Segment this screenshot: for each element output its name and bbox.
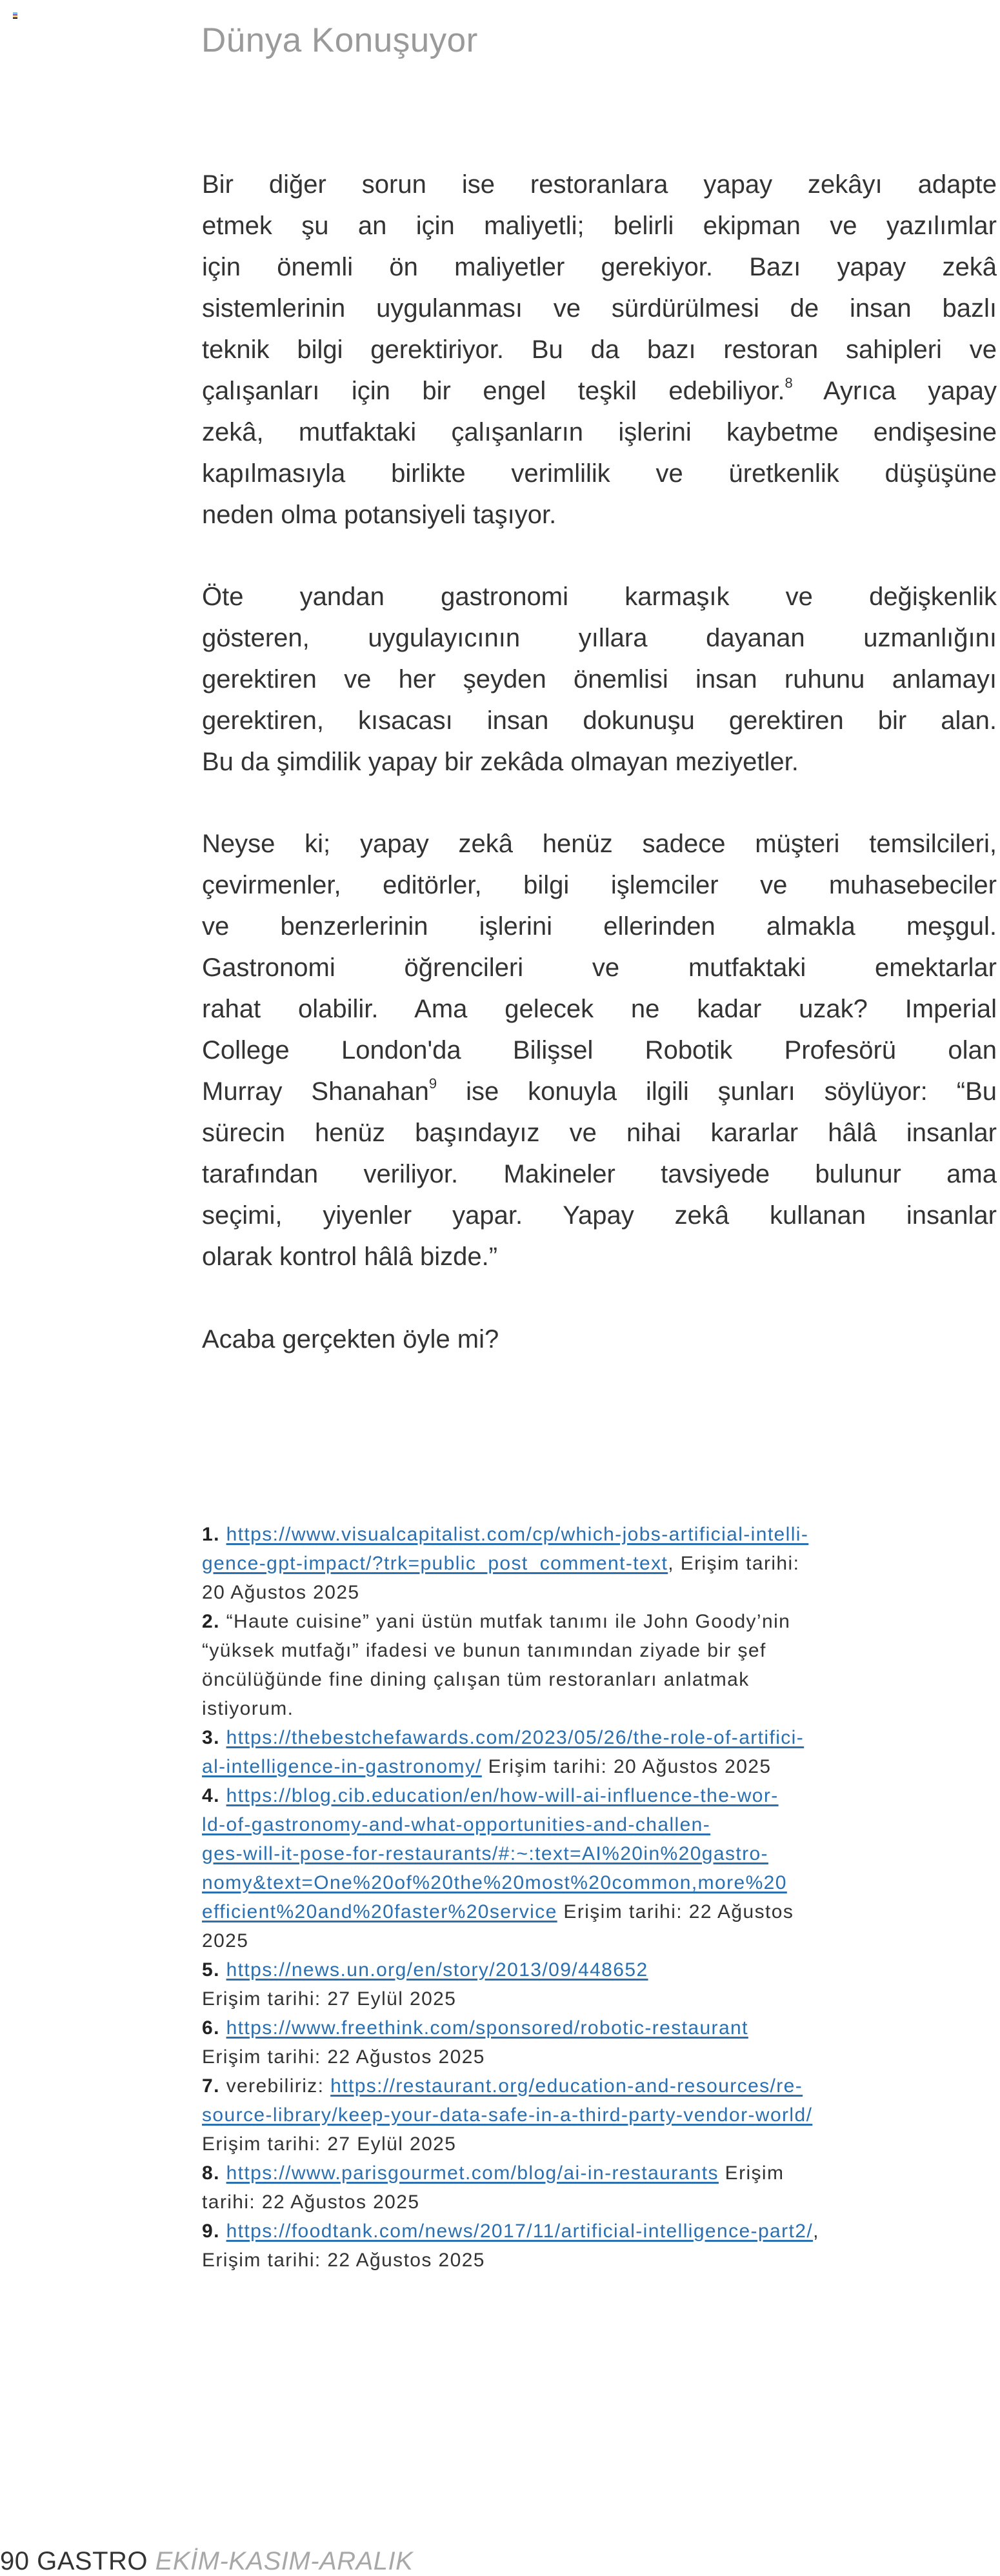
footnote-link[interactable]: ld-of-gastronomy-and-what-opportunities-and-challen-	[202, 1814, 711, 1835]
footnote-link[interactable]: gence-gpt-impact/?trk=public_post_comment-text	[202, 1553, 668, 1574]
footnote-text: Erişim tarihi: 22 Ağustos	[557, 1901, 794, 1922]
text-segment: çalışanları için bir engel teşkil edebiliyor.	[202, 377, 785, 405]
footnote-line	[202, 2188, 997, 2217]
footnote-text: Erişim tarihi: 20 Ağustos 2025	[481, 1756, 772, 1777]
text-line: neden olma potansiyeli taşıyor.	[202, 501, 557, 529]
text-line: Öte yandan gastronomi karmaşık ve değişkenlik	[202, 583, 997, 611]
footnote-line	[202, 1607, 997, 1636]
footnote-number: 5.	[202, 1959, 220, 1981]
text-line: gerektiren, kısacası insan dokunuşu gerektiren bir alan.	[202, 706, 997, 735]
footnote-line	[202, 1694, 997, 1723]
footnote-text	[220, 1727, 226, 1748]
footnote-line	[202, 2072, 997, 2101]
footnote-number: 1.	[202, 1524, 220, 1545]
text-line: College London'da Bilişsel Robotik Profesörü olan	[202, 1036, 997, 1064]
footnote-text: , Erişim tarihi:	[668, 1553, 800, 1574]
text-line: sürecin henüz başındayız ve nihai kararlar hâlâ insanlar	[202, 1119, 997, 1147]
footnote-link[interactable]: efficient%20and%20faster%20service	[202, 1901, 557, 1922]
footnote-link[interactable]: https://restaurant.org/education-and-resources/re-	[330, 2075, 803, 2097]
text-line: olarak kontrol hâlâ bizde.”	[202, 1243, 498, 1271]
paragraph-2	[202, 576, 997, 783]
footnote-link[interactable]: https://foodtank.com/news/2017/11/artificial-intelligence-part2/	[226, 2221, 814, 2242]
footnote-line	[202, 2217, 997, 2246]
footnote-line	[202, 1984, 997, 2013]
footnote-text: 20 Ağustos 2025	[202, 1582, 360, 1603]
footnote-line	[202, 2246, 997, 2275]
page-number: 90	[0, 2547, 30, 2575]
footnote-line	[202, 1897, 997, 1926]
footnote-link[interactable]: https://blog.cib.education/en/how-will-ai-influence-the-wor-	[226, 1785, 779, 1806]
footnote-text: istiyorum.	[202, 1698, 294, 1719]
footnote-link[interactable]: nomy&text=One%20of%20the%20most%20common,more%20	[202, 1872, 787, 1893]
footnote-text: verebiliriz:	[219, 2075, 331, 2097]
footnote-link[interactable]: https://news.un.org/en/story/2013/09/448652	[226, 1959, 648, 1981]
text-line: Bu da şimdilik yapay bir zekâda olmayan meziyetler.	[202, 748, 799, 776]
text-line: tarafından veriliyor. Makineler tavsiyede bulunur ama	[202, 1160, 997, 1188]
text-line	[202, 1071, 997, 1112]
footnote-number: 9.	[202, 2221, 220, 2242]
text-segment: Murray Shanahan	[202, 1077, 429, 1106]
footnote-ref[interactable]: 8	[785, 375, 793, 391]
paragraph-1	[202, 164, 997, 535]
footnote-line	[202, 2013, 997, 2042]
footnote-text: Erişim tarihi: 22 Ağustos 2025	[202, 2046, 485, 2068]
footnote-text: Erişim	[718, 2162, 785, 2184]
footnote-line	[202, 1752, 997, 1781]
footnote-number: 3.	[202, 1727, 220, 1748]
footnote-link[interactable]: al-intelligence-in-gastronomy/	[202, 1756, 482, 1777]
section-title: Dünya Konuşuyor	[201, 21, 478, 59]
footnote-line	[202, 1520, 997, 1549]
footnote-line	[202, 1839, 997, 1868]
footnote-line	[202, 1781, 997, 1810]
footnote-link[interactable]: https://www.parisgourmet.com/blog/ai-in-restaurants	[226, 2162, 719, 2184]
footnote-number: 2.	[202, 1611, 220, 1632]
text-segment: Ayrıca yapay	[792, 377, 997, 405]
footnote-text	[220, 1959, 226, 1981]
text-line: için önemli ön maliyetler gerekiyor. Bazı yapay zekâ	[202, 253, 997, 281]
footnotes	[202, 1520, 997, 2275]
footnote-line	[202, 1955, 997, 1984]
footnote-text	[220, 2221, 226, 2242]
footnote-link[interactable]: ges-will-it-pose-for-restaurants/#:~:text=AI%20in%20gastro-	[202, 1843, 768, 1864]
footnote-line	[202, 1636, 997, 1665]
text-line	[202, 370, 997, 412]
text-line: Gastronomi öğrencileri ve mutfaktaki emektarlar	[202, 954, 997, 982]
text-line: Bir diğer sorun ise restoranlara yapay zekâyı adapte	[202, 170, 997, 199]
footnote-number: 6.	[202, 2017, 220, 2039]
footnote-line	[202, 1868, 997, 1897]
footnote-text: öncülüğünde fine dining çalışan tüm restoranları anlatmak	[202, 1669, 750, 1690]
footnote-link[interactable]: https://thebestchefawards.com/2023/05/26/the-role-of-artifici-	[226, 1727, 805, 1748]
text-line: çevirmenler, editörler, bilgi işlemciler ve muhasebeciler	[202, 871, 997, 899]
footnote-number: 7.	[202, 2075, 220, 2097]
footnote-text: 2025	[202, 1930, 249, 1952]
footnote-text: Erişim tarihi: 27 Eylül 2025	[202, 2133, 457, 2155]
footnote-line	[202, 2101, 997, 2130]
footnote-link[interactable]: https://www.visualcapitalist.com/cp/which-jobs-artificial-intelli-	[226, 1524, 809, 1545]
footnote-line	[202, 2159, 997, 2188]
footnote-text	[220, 1785, 226, 1806]
footnote-line	[202, 1810, 997, 1839]
magazine-name: GASTRO	[37, 2547, 148, 2575]
footnote-line	[202, 2130, 997, 2159]
footnote-line	[202, 1578, 997, 1607]
footnote-text: Erişim tarihi: 22 Ağustos 2025	[202, 2250, 485, 2271]
text-line: teknik bilgi gerektiriyor. Bu da bazı restoran sahipleri ve	[202, 335, 997, 364]
footnote-text: tarihi: 22 Ağustos 2025	[202, 2192, 420, 2213]
footnote-text: Erişim tarihi: 27 Eylül 2025	[202, 1988, 457, 2010]
footnote-text: “Haute cuisine” yani üstün mutfak tanımı ile John Goody’nin	[219, 1611, 791, 1632]
footnote-line	[202, 1926, 997, 1955]
text-line: seçimi, yiyenler yapar. Yapay zekâ kullanan insanlar	[202, 1201, 997, 1230]
footnote-number: 4.	[202, 1785, 220, 1806]
text-line: gösteren, uygulayıcının yıllara dayanan uzmanlığını	[202, 624, 997, 652]
text-segment: ise konuyla ilgili şunları söylüyor: “Bu	[437, 1077, 997, 1106]
footnote-line	[202, 1665, 997, 1694]
footnote-ref[interactable]: 9	[428, 1075, 437, 1092]
color-registration-mark	[13, 12, 17, 19]
text-line: etmek şu an için maliyetli; belirli ekipman ve yazılımlar	[202, 212, 997, 240]
page-footer	[0, 2547, 413, 2576]
footnote-line	[202, 1723, 997, 1752]
closing-question: Acaba gerçekten öyle mi?	[202, 1325, 499, 1353]
footnote-link[interactable]: https://www.freethink.com/sponsored/robotic-restaurant	[226, 2017, 748, 2039]
footnote-text	[220, 1524, 226, 1545]
text-line: gerektiren ve her şeyden önemlisi insan ruhunu anlamayı	[202, 665, 997, 694]
footnote-text: “yüksek mutfağı” ifadesi ve bunun tanımından ziyade bir şef	[202, 1640, 766, 1661]
text-line: zekâ, mutfaktaki çalışanların işlerini kaybetme endişesine	[202, 418, 997, 446]
footnote-text	[220, 2017, 226, 2039]
footnote-link[interactable]: source-library/keep-your-data-safe-in-a-third-party-vendor-world/	[202, 2104, 813, 2126]
text-line: rahat olabilir. Ama gelecek ne kadar uzak? Imperial	[202, 995, 997, 1023]
footnote-line	[202, 2042, 997, 2072]
footnote-number: 8.	[202, 2162, 220, 2184]
text-line: ve benzerlerinin işlerini ellerinden almakla meşgul.	[202, 912, 997, 941]
issue-label: EKİM-KASIM-ARALIK	[155, 2547, 414, 2575]
text-line: Neyse ki; yapay zekâ henüz sadece müşteri temsilcileri,	[202, 830, 997, 858]
paragraph-3	[202, 823, 997, 1277]
footnote-text	[220, 2162, 226, 2184]
footnote-line	[202, 1549, 997, 1578]
text-line: sistemlerinin uygulanması ve sürdürülmesi de insan bazlı	[202, 294, 997, 323]
text-line: kapılmasıyla birlikte verimlilik ve üretkenlik düşüşüne	[202, 459, 997, 488]
footnote-text: ,	[813, 2221, 819, 2242]
